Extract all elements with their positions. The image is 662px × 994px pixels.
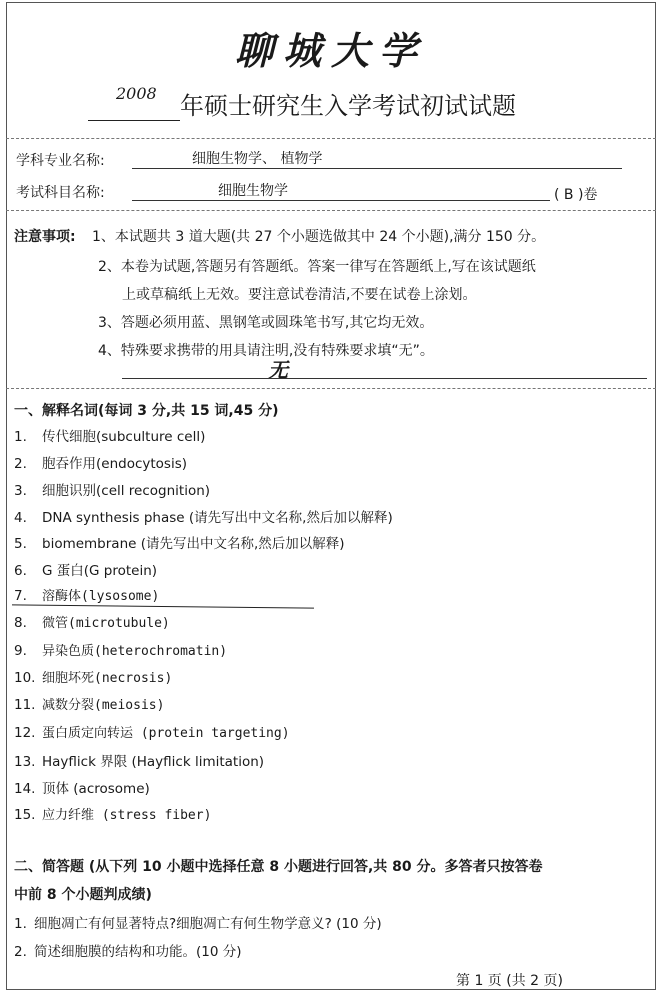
- list-item: 14. 顶体 (acrosome): [14, 781, 150, 797]
- notice-label: 注意事项:: [14, 229, 76, 245]
- divider: [6, 138, 656, 139]
- list-item: 1. 传代细胞(subculture cell): [14, 429, 206, 445]
- major-underline: [132, 168, 622, 169]
- list-item: 7. 溶酶体(lysosome): [14, 588, 160, 604]
- list-item: 12. 蛋白质定向转运 (protein targeting): [14, 725, 290, 741]
- year-handwritten: 2008: [116, 84, 157, 103]
- handwritten-answer: 无: [268, 358, 288, 382]
- section-2-heading-cont: 中前 8 个小题判成绩): [14, 887, 152, 903]
- university-name: 聊城大学: [234, 28, 427, 73]
- list-item: 8. 微管(microtubule): [14, 615, 170, 631]
- major-label: 学科专业名称:: [16, 153, 105, 169]
- subject-label: 考试科目名称:: [16, 185, 105, 201]
- list-item: 11. 减数分裂(meiosis): [14, 697, 165, 713]
- list-item: 4. DNA synthesis phase (请先写出中文名称,然后加以解释): [14, 510, 393, 526]
- divider: [6, 210, 656, 211]
- notice-item: 4、特殊要求携带的用具请注明,没有特殊要求填“无”。: [98, 343, 434, 359]
- list-item: 10. 细胞坏死(necrosis): [14, 670, 173, 686]
- section-1-heading: 一、解释名词(每词 3 分,共 15 词,45 分): [14, 403, 279, 419]
- notice-item: 上或草稿纸上无效。要注意试卷清洁,不要在试卷上涂划。: [122, 287, 477, 303]
- exam-title: 年硕士研究生入学考试初试试题: [180, 92, 516, 120]
- year-blank: [88, 84, 180, 121]
- list-item: 13. Hayflick 界限 (Hayflick limitation): [14, 754, 265, 770]
- subject-value: 细胞生物学: [218, 183, 288, 199]
- list-item: 2. 简述细胞膜的结构和功能。(10 分): [14, 944, 242, 960]
- list-item: 6. G 蛋白(G protein): [14, 563, 158, 579]
- list-item: 15. 应力纤维 (stress fiber): [14, 807, 212, 823]
- divider: [6, 388, 656, 389]
- notice-item: 2、本卷为试题,答题另有答题纸。答案一律写在答题纸上,写在该试题纸: [98, 259, 536, 275]
- list-item: 2. 胞吞作用(endocytosis): [14, 456, 188, 472]
- list-item: 3. 细胞识别(cell recognition): [14, 483, 211, 499]
- section-2-heading: 二、简答题 (从下列 10 小题中选择任意 8 小题进行回答,共 80 分。多答者只按答卷: [14, 859, 543, 875]
- major-value: 细胞生物学、 植物学: [192, 151, 323, 167]
- subject-underline: [132, 200, 550, 201]
- list-item: 5. biomembrane (请先写出中文名称,然后加以解释): [14, 536, 345, 552]
- notice-item: 3、答题必须用蓝、黑钢笔或圆珠笔书写,其它均无效。: [98, 315, 434, 331]
- notice-answer-line: [122, 378, 647, 379]
- notice-item: 1、本试题共 3 道大题(共 27 个小题选做其中 24 个小题),满分 150 分。: [92, 229, 546, 245]
- list-item: 1. 细胞凋亡有何显著特点?细胞凋亡有何生物学意义? (10 分): [14, 916, 382, 932]
- paper-code: ( B )卷: [554, 187, 598, 203]
- list-item: 9. 异染色质(heterochromatin): [14, 643, 228, 659]
- exam-title-row: [88, 86, 516, 121]
- page-number: 第 1 页 (共 2 页): [456, 973, 563, 989]
